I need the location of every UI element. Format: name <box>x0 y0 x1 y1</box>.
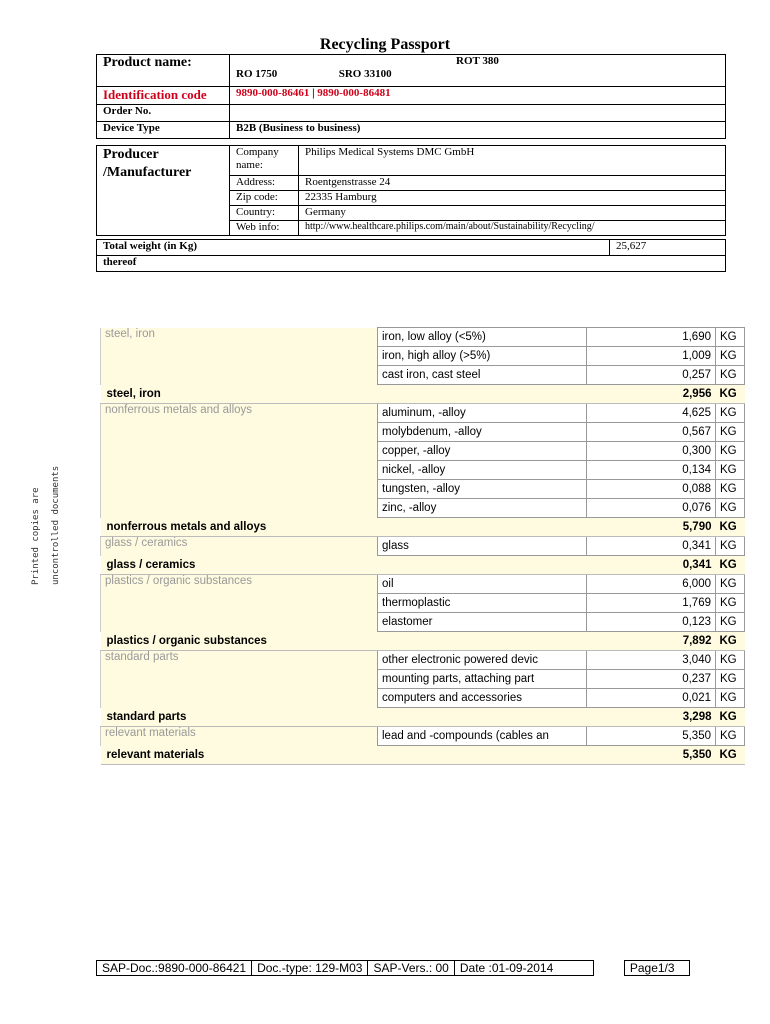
material-name: aluminum, -alloy <box>378 404 587 423</box>
category-total-value: 5,790 <box>587 518 716 537</box>
side-note-line2: uncontrolled documents <box>51 465 61 585</box>
footer-spacer <box>593 961 624 976</box>
material-value: 0,123 <box>587 613 716 632</box>
country-label: Country: <box>230 206 299 221</box>
material-unit: KG <box>716 442 745 461</box>
material-unit: KG <box>716 461 745 480</box>
address-value: Roentgenstrasse 24 <box>299 176 726 191</box>
material-unit: KG <box>716 689 745 708</box>
zip-label: Zip code: <box>230 191 299 206</box>
device-type-value: B2B (Business to business) <box>230 122 726 139</box>
category-total-value: 5,350 <box>587 746 716 765</box>
material-name: elastomer <box>378 613 587 632</box>
material-name: mounting parts, attaching part <box>378 670 587 689</box>
material-value: 1,009 <box>587 347 716 366</box>
web-label: Web info: <box>230 221 299 236</box>
material-unit: KG <box>716 423 745 442</box>
device-type-label: Device Type <box>97 122 230 139</box>
material-value: 0,237 <box>587 670 716 689</box>
category-total-label: relevant materials <box>101 746 587 765</box>
category-total-value: 0,341 <box>587 556 716 575</box>
material-row <box>101 727 745 746</box>
material-name: iron, high alloy (>5%) <box>378 347 587 366</box>
material-unit: KG <box>716 575 745 594</box>
thereof-label: thereof <box>97 256 726 272</box>
material-value: 0,257 <box>587 366 716 385</box>
producer-label-line1: Producer <box>103 147 159 162</box>
product-name-cell <box>230 55 726 87</box>
material-unit: KG <box>716 328 745 347</box>
total-weight-table <box>96 239 726 272</box>
material-unit: KG <box>716 651 745 670</box>
materials-table <box>100 327 745 765</box>
footer-doc-type: Doc.-type: 129-M03 <box>252 961 368 976</box>
address-label: Address: <box>230 176 299 191</box>
material-name: molybdenum, -alloy <box>378 423 587 442</box>
material-row <box>101 537 745 556</box>
material-row <box>101 404 745 423</box>
category-total-unit: KG <box>716 632 745 651</box>
material-value: 3,040 <box>587 651 716 670</box>
material-category: relevant materials <box>101 727 378 746</box>
material-value: 0,341 <box>587 537 716 556</box>
material-name: nickel, -alloy <box>378 461 587 480</box>
total-weight-value: 25,627 <box>610 240 726 256</box>
order-no-label: Order No. <box>97 105 230 122</box>
footer-sap-version: SAP-Vers.: 00 <box>368 961 454 976</box>
material-name: iron, low alloy (<5%) <box>378 328 587 347</box>
footer-sap-doc: SAP-Doc.:9890-000-86421 <box>97 961 252 976</box>
product-code-1: RO 1750 <box>236 68 278 80</box>
category-total-value: 2,956 <box>587 385 716 404</box>
category-total-unit: KG <box>716 518 745 537</box>
material-unit: KG <box>716 347 745 366</box>
material-unit: KG <box>716 480 745 499</box>
material-category: plastics / organic substances <box>101 575 378 632</box>
material-name: glass <box>378 537 587 556</box>
material-name: computers and accessories <box>378 689 587 708</box>
material-value: 0,021 <box>587 689 716 708</box>
product-info-table <box>96 54 726 139</box>
category-total-value: 3,298 <box>587 708 716 727</box>
category-total-label: nonferrous metals and alloys <box>101 518 587 537</box>
category-total-row <box>101 708 745 727</box>
footer-date: Date :01-09-2014 <box>454 961 593 976</box>
category-total-row <box>101 518 745 537</box>
material-unit: KG <box>716 537 745 556</box>
product-name-label: Product name: <box>97 55 230 87</box>
category-total-unit: KG <box>716 746 745 765</box>
category-total-row <box>101 385 745 404</box>
side-note-line1: Printed copies are <box>31 487 41 585</box>
category-total-row <box>101 556 745 575</box>
material-unit: KG <box>716 727 745 746</box>
material-row <box>101 328 745 347</box>
document-title: Recycling Passport <box>319 36 451 53</box>
material-row <box>101 651 745 670</box>
footer-bar <box>96 960 690 976</box>
material-row <box>101 575 745 594</box>
material-name: lead and -compounds (cables an <box>378 727 587 746</box>
material-name: copper, -alloy <box>378 442 587 461</box>
category-total-label: steel, iron <box>101 385 587 404</box>
category-total-row <box>101 746 745 765</box>
material-value: 0,088 <box>587 480 716 499</box>
side-note <box>26 445 76 585</box>
country-value: Germany <box>299 206 726 221</box>
category-total-row <box>101 632 745 651</box>
identification-code-2: 9890-000-86481 <box>317 87 391 99</box>
material-value: 0,134 <box>587 461 716 480</box>
producer-table <box>96 145 726 236</box>
footer-page: Page1/3 <box>624 961 689 976</box>
material-category: glass / ceramics <box>101 537 378 556</box>
producer-label <box>97 146 230 236</box>
category-total-label: glass / ceramics <box>101 556 587 575</box>
category-total-label: standard parts <box>101 708 587 727</box>
company-label: Company name: <box>230 146 299 176</box>
category-total-label: plastics / organic substances <box>101 632 587 651</box>
material-category: standard parts <box>101 651 378 708</box>
material-name: oil <box>378 575 587 594</box>
web-value: http://www.healthcare.philips.com/main/about/Sustainability/Recycling/ <box>299 221 726 236</box>
material-value: 5,350 <box>587 727 716 746</box>
material-unit: KG <box>716 594 745 613</box>
product-code-2: SRO 33100 <box>338 68 392 80</box>
material-value: 0,567 <box>587 423 716 442</box>
identification-code-separator: | <box>312 87 315 99</box>
order-no-value <box>230 105 726 122</box>
identification-code-label: Identification code <box>97 87 230 105</box>
material-unit: KG <box>716 613 745 632</box>
product-name-value: ROT 380 <box>456 55 499 67</box>
material-name: zinc, -alloy <box>378 499 587 518</box>
material-unit: KG <box>716 366 745 385</box>
material-unit: KG <box>716 499 745 518</box>
category-total-unit: KG <box>716 385 745 404</box>
category-total-unit: KG <box>716 708 745 727</box>
material-name: cast iron, cast steel <box>378 366 587 385</box>
material-value: 1,690 <box>587 328 716 347</box>
company-value: Philips Medical Systems DMC GmbH <box>299 146 726 176</box>
material-name: other electronic powered devic <box>378 651 587 670</box>
identification-code-1: 9890-000-86461 <box>236 87 310 99</box>
total-weight-label: Total weight (in Kg) <box>97 240 610 256</box>
material-value: 6,000 <box>587 575 716 594</box>
identification-codes <box>230 87 726 105</box>
material-value: 1,769 <box>587 594 716 613</box>
material-category: steel, iron <box>101 328 378 385</box>
material-value: 0,076 <box>587 499 716 518</box>
zip-value: 22335 Hamburg <box>299 191 726 206</box>
material-value: 0,300 <box>587 442 716 461</box>
material-category: nonferrous metals and alloys <box>101 404 378 518</box>
material-unit: KG <box>716 670 745 689</box>
category-total-value: 7,892 <box>587 632 716 651</box>
material-unit: KG <box>716 404 745 423</box>
material-value: 4,625 <box>587 404 716 423</box>
producer-label-line2: /Manufacturer <box>103 165 192 180</box>
material-name: tungsten, -alloy <box>378 480 587 499</box>
material-name: thermoplastic <box>378 594 587 613</box>
category-total-unit: KG <box>716 556 745 575</box>
